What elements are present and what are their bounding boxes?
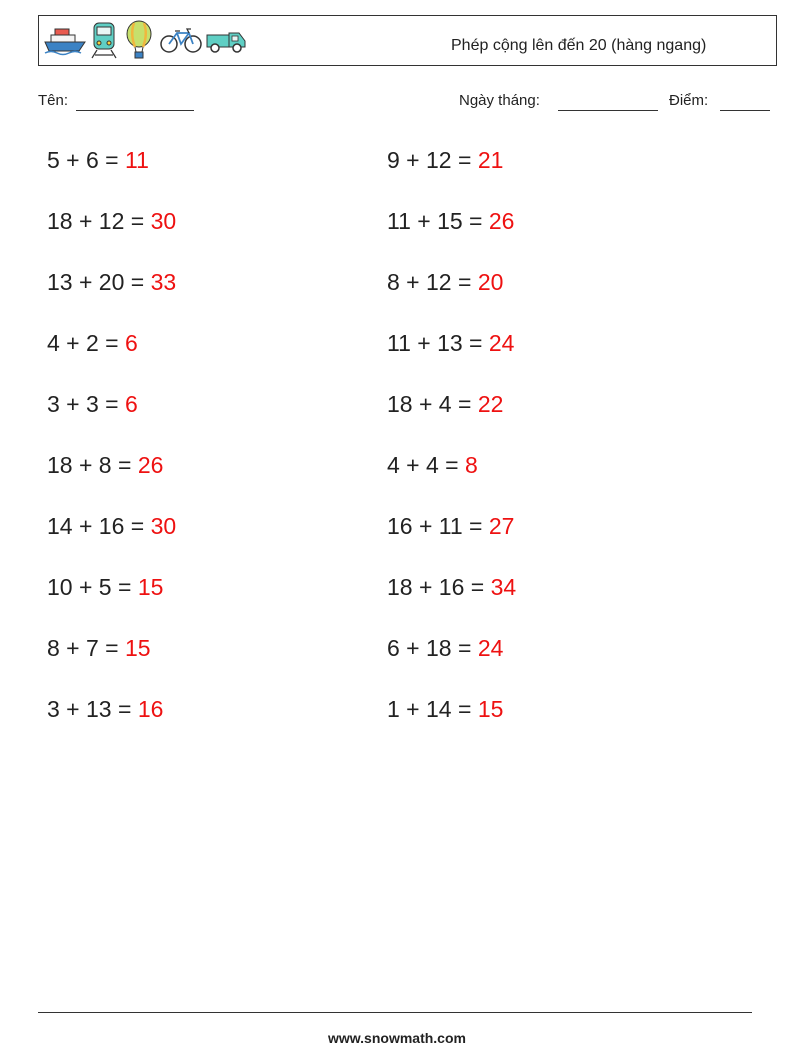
ship-icon — [43, 23, 87, 62]
problem-expression: 1 + 14 = — [387, 696, 478, 722]
problem-answer: 15 — [125, 635, 151, 661]
train-icon — [89, 20, 119, 65]
problem-answer: 20 — [477, 269, 504, 295]
problem-expression: 6 + 18 = — [387, 635, 478, 661]
problem-answer: 34 — [490, 574, 517, 600]
problem-item — [387, 635, 503, 662]
header-box — [38, 15, 777, 66]
problem-answer: 30 — [150, 513, 177, 539]
problem-answer: 24 — [488, 330, 515, 356]
problem-expression: 8 + 12 = — [387, 269, 478, 295]
problem-answer: 15 — [477, 696, 504, 722]
problem-item — [47, 513, 176, 540]
problem-item — [387, 513, 514, 540]
name-label: Tên: — [38, 92, 69, 109]
problem-answer: 8 — [465, 452, 478, 478]
date-label: Ngày tháng: — [459, 92, 540, 109]
problem-item — [47, 391, 138, 418]
problem-answer: 30 — [150, 208, 177, 234]
hot-air-balloon-icon — [121, 20, 157, 65]
name-blank-line — [76, 110, 194, 111]
problem-expression: 8 + 7 = — [47, 635, 126, 661]
truck-icon — [205, 25, 247, 60]
problem-expression: 9 + 12 = — [387, 147, 478, 173]
problem-expression: 14 + 16 = — [47, 513, 151, 539]
problem-answer: 21 — [477, 147, 504, 173]
problem-answer: 6 — [125, 391, 138, 417]
bicycle-icon — [159, 25, 203, 60]
problem-answer: 16 — [137, 696, 164, 722]
problem-item — [387, 452, 478, 479]
problem-answer: 11 — [125, 147, 149, 173]
problem-answer: 6 — [125, 330, 138, 356]
footer-url: www.snowmath.com — [328, 1030, 466, 1046]
problem-answer: 33 — [150, 269, 177, 295]
problem-expression: 16 + 11 = — [387, 513, 489, 539]
problem-item — [47, 574, 163, 601]
problem-expression: 18 + 4 = — [387, 391, 478, 417]
score-label: Điểm: — [669, 92, 709, 109]
problem-expression: 11 + 13 = — [387, 330, 489, 356]
problem-answer: 27 — [488, 513, 515, 539]
problem-answer: 22 — [477, 391, 504, 417]
problem-answer: 15 — [137, 574, 164, 600]
worksheet-title: Phép cộng lên đến 20 (hàng ngang) — [451, 37, 707, 54]
problem-item — [387, 696, 503, 723]
problem-answer: 26 — [137, 452, 164, 478]
problem-expression: 5 + 6 = — [47, 147, 126, 173]
problem-item — [47, 696, 163, 723]
problem-answer: 24 — [477, 635, 504, 661]
problem-expression: 4 + 2 = — [47, 330, 126, 356]
problem-expression: 18 + 16 = — [387, 574, 491, 600]
problem-item — [47, 208, 176, 235]
date-blank-line — [558, 110, 658, 111]
problem-item — [387, 269, 503, 296]
student-info-row — [38, 92, 772, 116]
problem-answer: 26 — [488, 208, 515, 234]
problem-expression: 13 + 20 = — [47, 269, 151, 295]
problem-item — [387, 574, 516, 601]
footer-divider — [38, 1012, 752, 1013]
score-blank-line — [720, 110, 770, 111]
problem-expression: 3 + 13 = — [47, 696, 138, 722]
problem-item — [47, 147, 149, 174]
problem-expression: 11 + 15 = — [387, 208, 489, 234]
problem-item — [387, 330, 514, 357]
problem-item — [47, 635, 151, 662]
problem-item — [47, 330, 138, 357]
problem-expression: 3 + 3 = — [47, 391, 126, 417]
problem-expression: 18 + 8 = — [47, 452, 138, 478]
problem-expression: 10 + 5 = — [47, 574, 138, 600]
problem-expression: 4 + 4 = — [387, 452, 466, 478]
problem-item — [387, 208, 514, 235]
problem-expression: 18 + 12 = — [47, 208, 151, 234]
problem-item — [387, 391, 503, 418]
problem-item — [47, 269, 176, 296]
problem-item — [387, 147, 503, 174]
problem-item — [47, 452, 163, 479]
header-icons — [43, 22, 249, 62]
